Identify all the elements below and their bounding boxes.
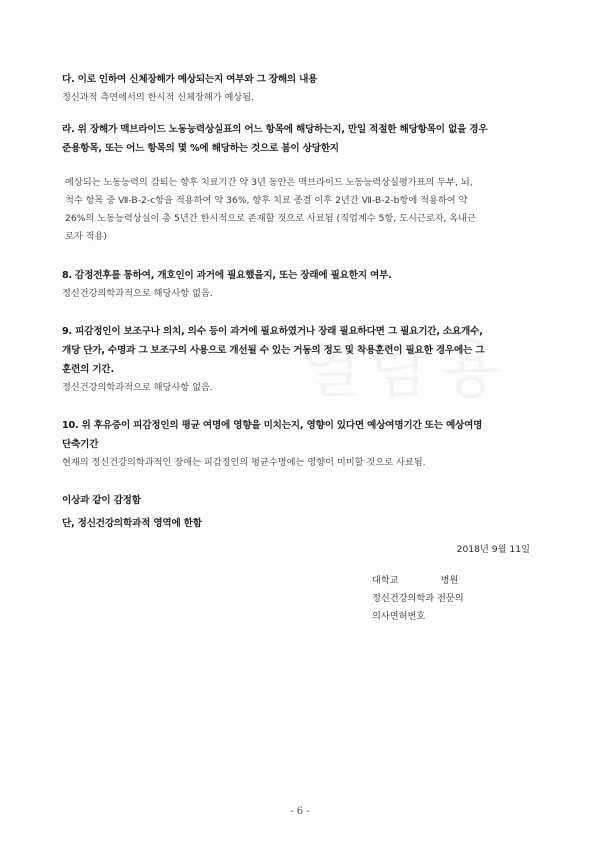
page-number: - 6 - bbox=[290, 806, 310, 817]
section-heading-line: 훈련의 기간. bbox=[62, 364, 114, 375]
signature-license: 의사면허번호 bbox=[372, 611, 426, 622]
section-body: 현재의 정신건강의학과적인 장애는 피감정인의 평균수명에는 영향이 미미할 것으로 사료됨. bbox=[62, 457, 426, 468]
section-body-line: 척수 항목 중 Ⅶ-B-2-c항을 적용하여 약 36%, 향후 치료 종결 이후 2년간 Ⅶ-B-2-b항에 적용하여 약 bbox=[65, 195, 468, 206]
section-heading-line: 9. 피감정인이 보조구나 의치, 의수 등이 과거에 필요하였거나 장래 필요하다면 그 필요기간, 소요개수, bbox=[62, 326, 483, 337]
signature-department: 정신건강의학과 전문의 bbox=[372, 593, 464, 604]
closing-line: 이상과 같이 감정함 bbox=[62, 495, 141, 506]
section-heading-line: 라. 위 장해가 맥브라이드 노동능력상실표의 어느 항목에 해당하는지, 만일 적절한 해당항목이 없을 경우 bbox=[62, 124, 488, 135]
section-body-line: 로자 적용) bbox=[65, 231, 108, 242]
section-heading-line: 10. 위 후유증이 피감정인의 평균 여명에 영향을 미치는지, 영향이 있다면 예상여명기간 또는 예상여명 bbox=[62, 420, 483, 431]
signature-date: 2018년 9월 11일 bbox=[456, 544, 530, 555]
section-da bbox=[62, 70, 546, 106]
signature-hospital: 병원 bbox=[440, 575, 459, 586]
section-heading: 8. 감정전후를 통하여, 개호인이 과거에 필요했을지, 또는 장래에 필요한지 여부. bbox=[62, 270, 392, 281]
section-heading-line: 개당 단가, 수명과 그 보조구의 사용으로 개선될 수 있는 거동의 정도 및 착용훈련이 필요한 경우에는 그 bbox=[62, 345, 485, 356]
section-10 bbox=[62, 416, 546, 471]
closing bbox=[62, 491, 546, 533]
signature-block bbox=[290, 542, 530, 626]
signature-university: 대학교 bbox=[372, 575, 399, 586]
section-ra bbox=[62, 120, 546, 246]
section-body-line: 예상되는 노동능력의 감퇴는 향후 치료기간 약 3년 동안은 맥브라이드 노동능력상실평가표의 두부, 뇌, bbox=[65, 177, 473, 188]
section-8 bbox=[62, 266, 546, 302]
section-body: 정신과적 측면에서의 한시적 신체장해가 예상됨. bbox=[62, 92, 255, 103]
section-heading-line: 단축기간 bbox=[62, 439, 99, 450]
section-body: 정신건강의학과적으로 해당사항 없음. bbox=[62, 288, 213, 299]
closing-scope: 단, 정신건강의학과적 영역에 한함 bbox=[62, 518, 202, 529]
section-body-line: 26%의 노동능력상실이 총 5년간 한시적으로 존재할 것으로 사료됨 (직업계수 5항, 도시근로자, 옥내근 bbox=[65, 213, 476, 224]
section-9 bbox=[62, 322, 546, 396]
section-body: 정신건강의학과적으로 해당사항 없음. bbox=[62, 382, 213, 393]
section-heading: 다. 이로 인하여 신체장해가 예상되는지 여부와 그 장해의 내용 bbox=[62, 74, 318, 85]
document-body bbox=[62, 70, 546, 533]
section-heading-line: 준용항목, 또는 어느 항목의 몇 %에 해당하는 것으로 봄이 상당한지 bbox=[62, 143, 339, 154]
